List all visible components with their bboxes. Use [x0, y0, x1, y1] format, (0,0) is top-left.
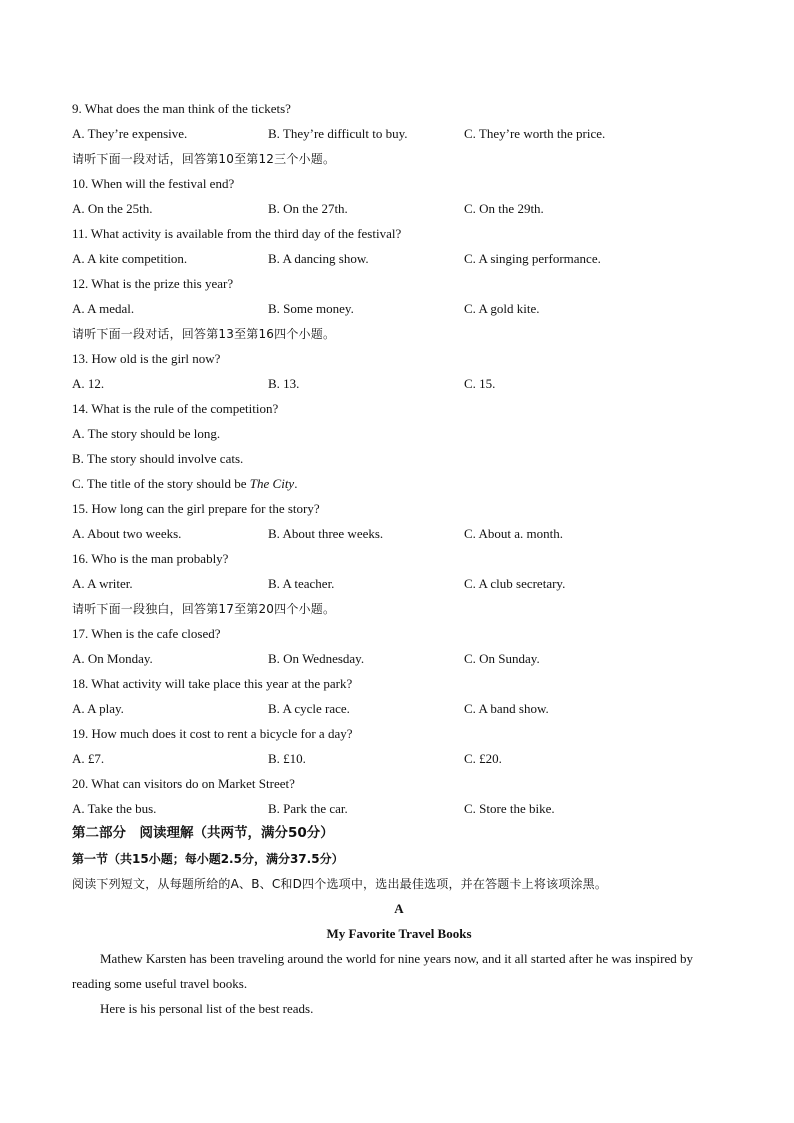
option-c-period: .	[294, 476, 298, 491]
option-a: A. 12.	[72, 376, 105, 391]
option-a: A. The story should be long.	[72, 426, 221, 441]
option-b: B. A cycle race.	[268, 701, 350, 716]
option-a: A. A play.	[72, 701, 124, 716]
question-stem: 17. When is the cafe closed?	[72, 626, 221, 641]
question-stem: 14. What is the rule of the competition?	[72, 401, 279, 416]
listening-instruction: 请听下面一段对话，回答第13至第16四个小题。	[72, 327, 336, 341]
option-a: A. They’re expensive.	[72, 126, 188, 141]
part-heading: 第二部分 阅读理解（共两节，满分50分）	[72, 825, 334, 841]
question-stem: 10. When will the festival end?	[72, 176, 235, 191]
option-c: C. Store the bike.	[464, 801, 555, 816]
question-stem: 18. What activity will take place this year at the park?	[72, 676, 353, 691]
option-b: B. On Wednesday.	[268, 651, 365, 666]
option-a: A. A medal.	[72, 301, 135, 316]
option-a: A. On Monday.	[72, 651, 153, 666]
option-c: C. £20.	[464, 751, 502, 766]
option-c-text: C. The title of the story should be	[72, 476, 250, 491]
reading-directions: 阅读下列短文，从每题所给的A、B、C和D四个选项中，选出最佳选项，并在答题卡上将该项涂黑。	[72, 877, 608, 891]
option-b: B. About three weeks.	[268, 526, 384, 541]
passage-paragraph: Mathew Karsten has been traveling around the world for nine years now, and it all started after he was inspired by reading some useful travel books.	[72, 951, 693, 991]
option-b: B. Park the car.	[268, 801, 348, 816]
option-b: B. A dancing show.	[268, 251, 369, 266]
listening-instruction: 请听下面一段独白，回答第17至第20四个小题。	[72, 602, 336, 616]
question-stem: 20. What can visitors do on Market Street?	[72, 776, 295, 791]
question-stem: 13. How old is the girl now?	[72, 351, 221, 366]
question-stem: 16. Who is the man probably?	[72, 551, 229, 566]
option-a: A. Take the bus.	[72, 801, 157, 816]
passage-title: My Favorite Travel Books	[326, 926, 472, 941]
option-b: B. 13.	[268, 376, 300, 391]
passage-letter: A	[394, 901, 404, 916]
option-b: B. £10.	[268, 751, 306, 766]
option-b: B. On the 27th.	[268, 201, 348, 216]
option-a: A. About two weeks.	[72, 526, 182, 541]
option-b: B. The story should involve cats.	[72, 451, 244, 466]
option-c: C. On Sunday.	[464, 651, 540, 666]
option-a: A. A writer.	[72, 576, 133, 591]
option-c: C. They’re worth the price.	[464, 126, 606, 141]
option-b: B. They’re difficult to buy.	[268, 126, 408, 141]
option-c: C. A singing performance.	[464, 251, 601, 266]
option-b: B. Some money.	[268, 301, 354, 316]
option-c: C. A club secretary.	[464, 576, 566, 591]
option-c: C. About a. month.	[464, 526, 563, 541]
question-stem: 11. What activity is available from the third day of the festival?	[72, 226, 402, 241]
question-stem: 19. How much does it cost to rent a bicycle for a day?	[72, 726, 353, 741]
option-a: A. A kite competition.	[72, 251, 188, 266]
option-c: C. A band show.	[464, 701, 549, 716]
option-a: A. On the 25th.	[72, 201, 153, 216]
listening-instruction: 请听下面一段对话，回答第10至第12三个小题。	[72, 152, 336, 166]
option-c: C. A gold kite.	[464, 301, 540, 316]
passage-paragraph: Here is his personal list of the best reads.	[100, 1001, 314, 1016]
question-stem: 15. How long can the girl prepare for the story?	[72, 501, 320, 516]
option-a: A. £7.	[72, 751, 105, 766]
option-c	[72, 476, 726, 492]
option-c: C. On the 29th.	[464, 201, 544, 216]
section-heading: 第一节（共15小题；每小题2.5分，满分37.5分）	[72, 852, 344, 866]
option-b: B. A teacher.	[268, 576, 335, 591]
option-c: C. 15.	[464, 376, 496, 391]
question-stem: 9. What does the man think of the tickets?	[72, 101, 291, 116]
option-c-title: The City	[249, 476, 295, 491]
question-stem: 12. What is the prize this year?	[72, 276, 234, 291]
